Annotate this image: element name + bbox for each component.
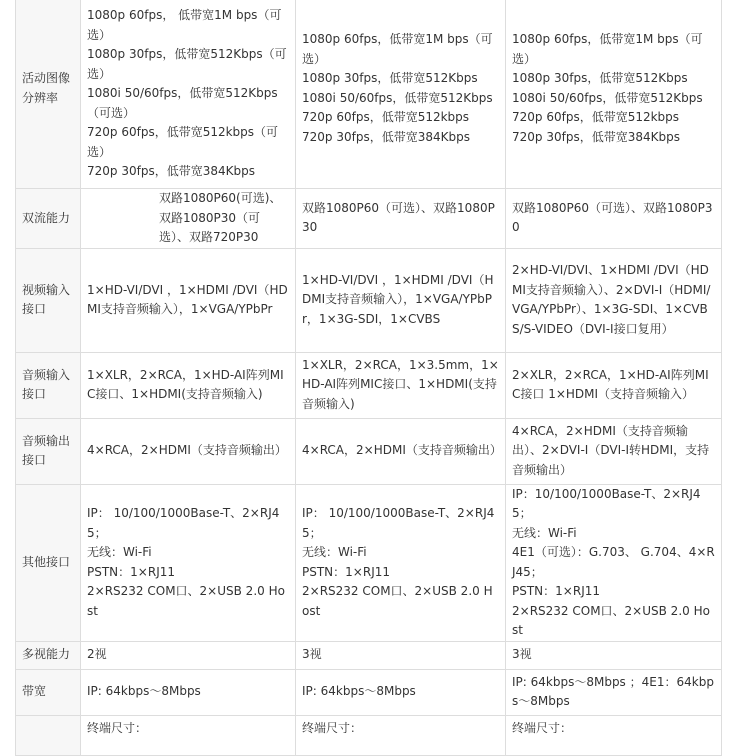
model-2-cell	[296, 352, 506, 418]
row-label-text: 视频输入接口	[22, 282, 71, 316]
cell-line: 1080p 60fps，低带宽1M bps（可选）	[302, 32, 493, 66]
spec-row-resolution	[16, 0, 722, 189]
cell-line: 无线：Wi-Fi	[302, 545, 367, 559]
spec-row-multiview	[16, 641, 722, 669]
cell-line: IP：10/100/1000Base-T、2×RJ45；	[512, 486, 701, 520]
cell-line: 1×XLR，2×RCA，1×3.5mm，1×HD-AI阵列MIC接口、1×HDMI(支持音频输入)	[302, 357, 499, 411]
cell-line: PSTN：1×RJ11	[512, 584, 600, 598]
cell-line: 720p 30fps，低带宽384Kbps	[87, 164, 255, 178]
cell-line: 终端尺寸：	[87, 720, 148, 735]
model-2-cell	[296, 641, 506, 669]
row-label	[16, 418, 81, 484]
row-label-text: 音频输出接口	[22, 433, 71, 467]
cell-line: 720p 60fps，低带宽512kbps	[302, 110, 470, 124]
cell-line: 1080i 50/60fps，低带宽512Kbps	[302, 90, 493, 105]
cell-line: 4E1（可选）：G.703、 G.704、4×RJ45；	[512, 545, 715, 579]
row-label	[16, 0, 81, 189]
row-label-text: 活动图像分辨率	[22, 71, 71, 105]
cell-line: 双路1080P60(可选)、双路1080P30（可选）、双路720P30	[159, 191, 282, 244]
cell-line: 1080p 60fps， 低带宽1M bps（可选）	[87, 8, 282, 42]
model-1-cell	[81, 484, 296, 641]
cell-line: 2×RS232 COM口、2×USB 2.0 Host	[302, 584, 493, 618]
cell-line: 720p 30fps，低带宽384Kbps	[512, 129, 680, 144]
row-label	[16, 248, 81, 352]
row-label-text: 多视能力	[22, 647, 71, 662]
model-1-cell	[81, 669, 296, 715]
cell-line: 1080i 50/60fps，低带宽512Kbps（可选）	[87, 86, 278, 120]
cell-line: 无线：Wi-Fi	[87, 545, 152, 559]
cell-line: 720p 30fps，低带宽384Kbps	[302, 129, 470, 144]
model-2-cell	[296, 0, 506, 189]
row-label-text: 其他接口	[22, 554, 71, 569]
row-label-text: 音频输入接口	[22, 367, 71, 401]
row-label	[16, 484, 81, 641]
cell-line: 无线：Wi-Fi	[512, 525, 577, 540]
cell-line: 1080p 30fps，低带宽512Kbps（可选）	[87, 47, 287, 81]
row-label	[16, 641, 81, 669]
model-3-cell	[506, 715, 722, 755]
cell-line: 1×HD-VI/DVI ，1×HDMI /DVI（HDMI支持音频输入），1×VGA/YPbPr，1×3G-SDI，1×CVBS	[302, 272, 494, 326]
cell-line: 720p 60fps，低带宽512kbps	[512, 110, 680, 124]
cell-line: IP: 64kbps～8Mbps	[87, 684, 201, 699]
model-2-cell	[296, 715, 506, 755]
cell-line: 终端尺寸：	[302, 720, 363, 735]
model-1-cell	[81, 641, 296, 669]
model-1-cell	[81, 189, 296, 249]
cell-line: 4×RCA，2×HDMI（支持音频输出）	[87, 443, 287, 458]
cell-line: 4×RCA，2×HDMI（支持音频输出）	[302, 443, 502, 458]
cell-line: 1080i 50/60fps，低带宽512Kbps	[512, 90, 703, 105]
model-2-cell	[296, 669, 506, 715]
cell-line: 3视	[302, 647, 322, 662]
spec-row-audio-input	[16, 352, 722, 418]
cell-line: 2视	[87, 647, 107, 662]
cell-line: 2×RS232 COM口、2×USB 2.0 Host	[87, 584, 285, 618]
model-3-cell	[506, 418, 722, 484]
spec-row-bandwidth	[16, 669, 722, 715]
row-label	[16, 189, 81, 249]
model-3-cell	[506, 0, 722, 189]
cell-line: 2×XLR，2×RCA，1×HD-AI阵列MIC接口 1×HDMI（支持音频输入）	[512, 367, 709, 401]
spec-row-video-input	[16, 248, 722, 352]
model-3-cell	[506, 669, 722, 715]
model-3-cell	[506, 484, 722, 641]
spec-row-dual-stream	[16, 189, 722, 249]
cell-line: 3视	[512, 647, 532, 662]
spec-row-other-interfaces	[16, 484, 722, 641]
cell-line: 1080p 30fps，低带宽512Kbps	[302, 71, 478, 85]
row-label-text: 带宽	[22, 684, 47, 699]
spec-table	[15, 0, 722, 756]
model-3-cell	[506, 248, 722, 352]
model-1-cell	[81, 418, 296, 484]
cell-line: IP: 64kbps～8Mbps	[302, 684, 416, 699]
model-2-cell	[296, 484, 506, 641]
cell-line: IP: 64kbps～8Mbps ；4E1：64kbps～8Mbps	[512, 674, 714, 708]
model-1-cell	[81, 715, 296, 755]
cell-line: 双路1080P60（可选）、双路1080P30	[302, 200, 495, 235]
cell-line: 1080p 30fps，低带宽512Kbps	[512, 71, 688, 85]
model-2-cell	[296, 418, 506, 484]
spec-row-audio-output	[16, 418, 722, 484]
cell-line: 1080p 60fps，低带宽1M bps（可选）	[512, 32, 703, 66]
cell-line: 2×HD-VI/DVI、1×HDMI /DVI（HDMI支持音频输入）、2×DVI-I（HDMI/VGA/YPbPr）、1×3G-SDI、1×CVBS/S-VIDEO（DVI-I接口复用）	[512, 263, 711, 336]
cell-line: 4×RCA，2×HDMI（支持音频输出）、2×DVI-I（DVI-I转HDMI，支持音频输出）	[512, 423, 710, 477]
cell-line: IP： 10/100/1000Base-T、2×RJ45；	[87, 506, 280, 540]
model-1-cell	[81, 0, 296, 189]
row-label	[16, 352, 81, 418]
row-label-text: 双流能力	[22, 210, 71, 225]
cell-line: PSTN：1×RJ11	[87, 564, 175, 579]
row-label	[16, 715, 81, 755]
cell-line: IP： 10/100/1000Base-T、2×RJ45；	[302, 506, 495, 540]
row-label	[16, 669, 81, 715]
model-3-cell	[506, 641, 722, 669]
model-2-cell	[296, 189, 506, 249]
cell-line: 双路1080P60（可选）、双路1080P30	[512, 200, 713, 235]
cell-line: 1×HD-VI/DVI ，1×HDMI /DVI（HDMI支持音频输入），1×VGA/YPbPr	[87, 282, 288, 316]
spec-row-size	[16, 715, 722, 755]
model-2-cell	[296, 248, 506, 352]
model-1-cell	[81, 352, 296, 418]
model-1-cell	[81, 248, 296, 352]
cell-line: 1×XLR，2×RCA，1×HD-AI阵列MIC接口、1×HDMI(支持音频输入)	[87, 367, 284, 401]
cell-line: PSTN：1×RJ11	[302, 564, 390, 579]
cell-line: 2×RS232 COM口、2×USB 2.0 Host	[512, 603, 710, 637]
model-3-cell	[506, 189, 722, 249]
model-3-cell	[506, 352, 722, 418]
cell-line: 720p 60fps，低带宽512kbps（可选）	[87, 125, 279, 159]
cell-line: 终端尺寸：	[512, 720, 573, 735]
